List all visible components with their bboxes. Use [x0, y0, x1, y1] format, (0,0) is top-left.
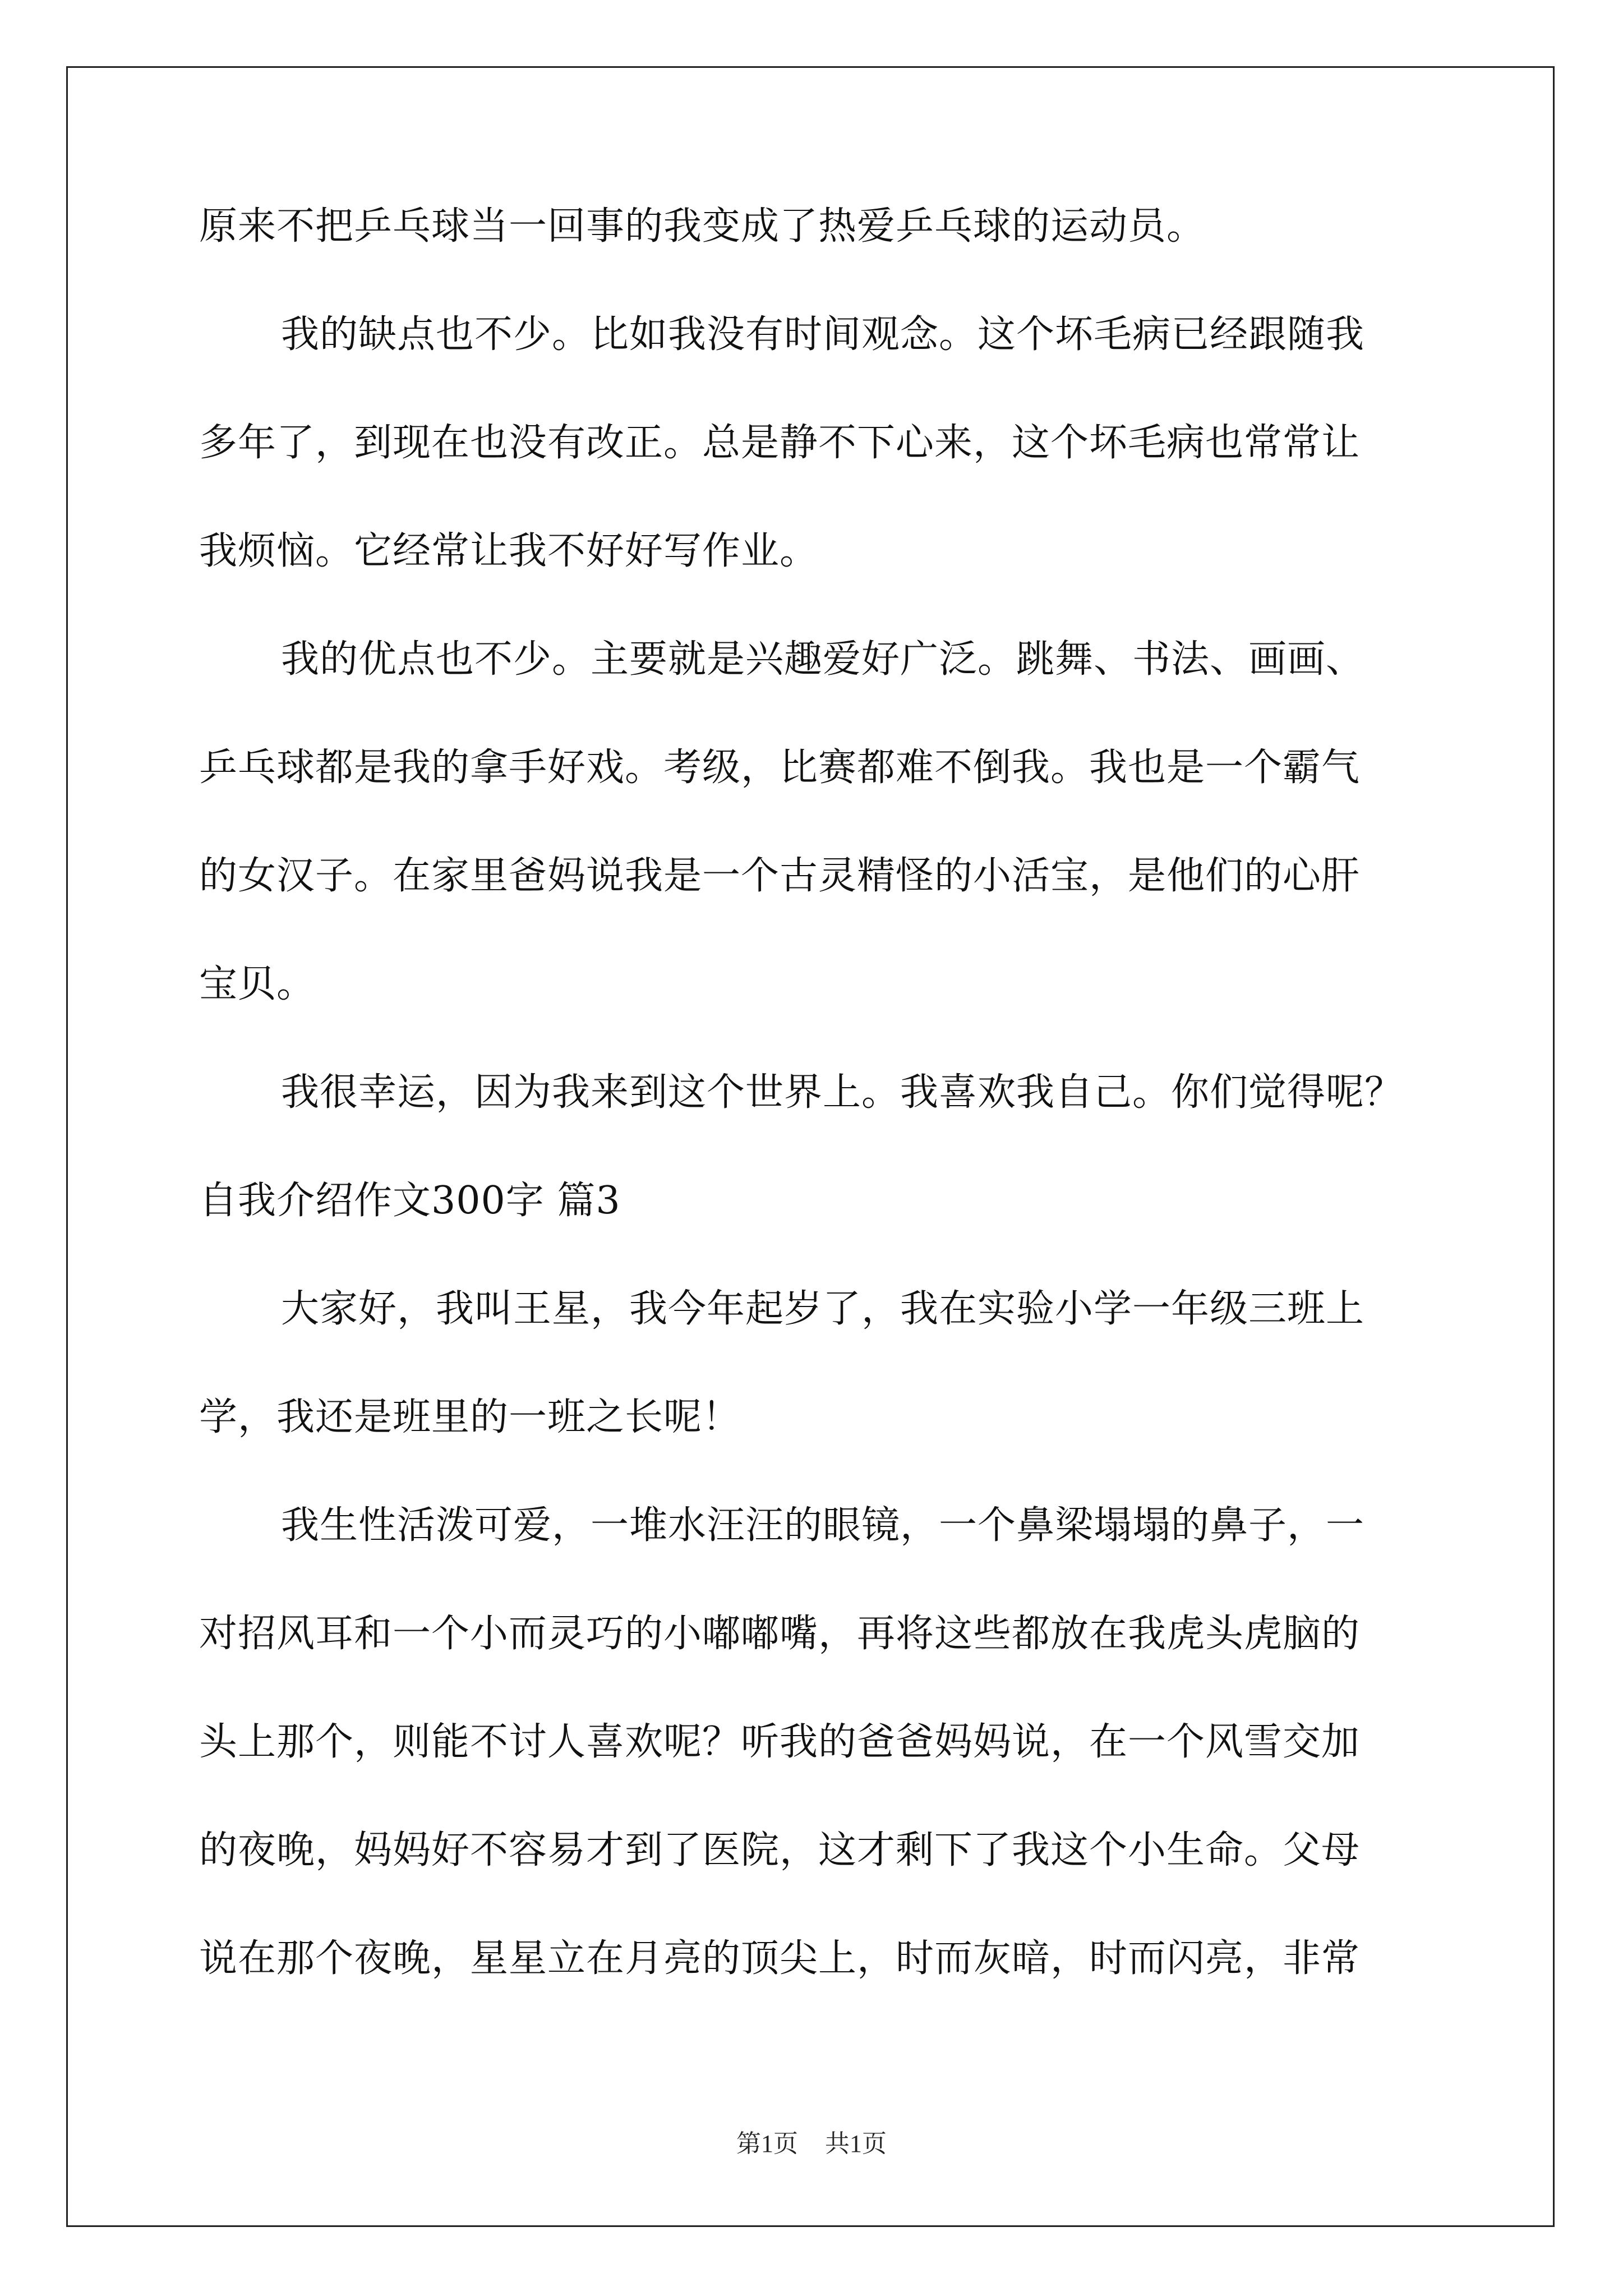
text-line: 对招风耳和一个小而灵巧的小嘟嘟嘴，再将这些都放在我虎头虎脑的 [199, 1612, 1361, 1656]
text-line: 的夜晚，妈妈好不容易才到了医院，这才剩下了我这个小生命。父母 [199, 1828, 1361, 1872]
text-line: 我烦恼。它经常让我不好好写作业。 [199, 529, 819, 573]
section-heading: 自我介绍作文300字 篇3 [199, 1179, 621, 1223]
text-line: 学，我还是班里的一班之长呢！ [199, 1395, 741, 1439]
page-total: 共1页 [825, 2130, 887, 2157]
page-number: 第1页 [736, 2130, 798, 2157]
text-line: 宝贝。 [199, 962, 316, 1006]
text-line: 我的优点也不少。主要就是兴趣爱好广泛。跳舞、书法、画画、 [281, 637, 1365, 682]
text-line: 多年了，到现在也没有改正。总是静不下心来，这个坏毛病也常常让 [199, 421, 1361, 465]
text-line: 的女汉子。在家里爸妈说我是一个古灵精怪的小活宝，是他们的心肝 [199, 854, 1361, 898]
text-line: 我的缺点也不少。比如我没有时间观念。这个坏毛病已经跟随我 [281, 312, 1365, 357]
text-line: 大家好，我叫王星，我今年起岁了，我在实验小学一年级三班上 [281, 1287, 1365, 1331]
text-line: 头上那个，则能不讨人喜欢呢？听我的爸爸妈妈说，在一个风雪交加 [199, 1720, 1361, 1764]
text-line: 乒乓球都是我的拿手好戏。考级，比赛都难不倒我。我也是一个霸气 [199, 746, 1361, 790]
page-border [66, 66, 1555, 2227]
page-footer [0, 2123, 1623, 2159]
text-line: 我生性活泼可爱，一堆水汪汪的眼镜，一个鼻梁塌塌的鼻子，一 [281, 1503, 1365, 1548]
text-line: 说在那个夜晚，星星立在月亮的顶尖上，时而灰暗，时而闪亮，非常 [199, 1936, 1361, 1981]
text-line: 我很幸运，因为我来到这个世界上。我喜欢我自己。你们觉得呢？ [281, 1070, 1404, 1115]
text-line: 原来不把乒乓球当一回事的我变成了热爱乒乓球的运动员。 [199, 204, 1206, 249]
